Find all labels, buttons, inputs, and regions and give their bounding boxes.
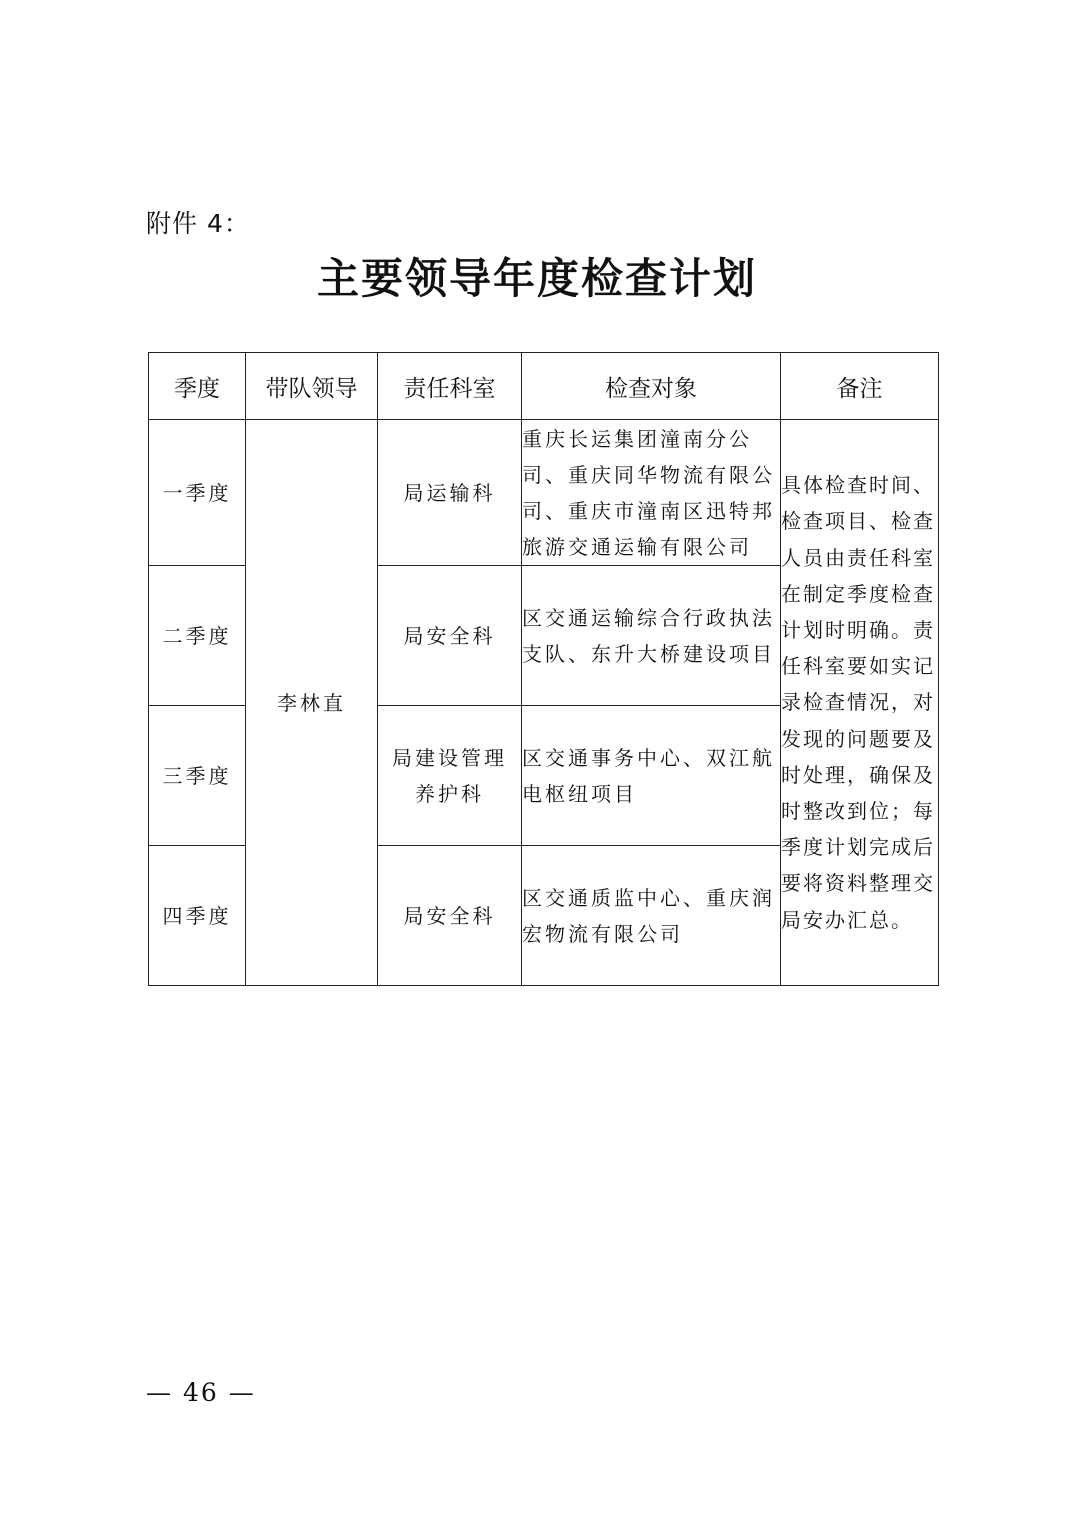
quarter-cell: 三季度	[149, 706, 246, 846]
header-note: 备注	[781, 353, 939, 420]
attachment-label: 附件 4：	[146, 209, 250, 238]
table-row	[149, 420, 939, 566]
target-cell: 区交通事务中心、双江航电枢纽项目	[522, 706, 781, 846]
header-leader: 带队领导	[246, 353, 378, 420]
header-target: 检查对象	[522, 353, 781, 420]
note-cell: 具体检查时间、检查项目、检查人员由责任科室在制定季度检查计划时明确。责任科室要如实记录检查情况，对发现的问题要及时处理，确保及时整改到位；每季度计划完成后要将资料整理交局安办汇总。	[781, 420, 939, 986]
table-header-row	[149, 353, 939, 420]
department-cell: 局安全科	[378, 846, 522, 986]
target-cell: 重庆长运集团潼南分公司、重庆同华物流有限公司、重庆市潼南区迅特邦旅游交通运输有限公司	[522, 420, 781, 566]
header-quarter: 季度	[149, 353, 246, 420]
document-title: 主要领导年度检查计划	[316, 254, 757, 303]
department-cell: 局安全科	[378, 566, 522, 706]
department-cell: 局建设管理养护科	[378, 706, 522, 846]
inspection-plan-table	[148, 352, 939, 986]
target-cell: 区交通质监中心、重庆润宏物流有限公司	[522, 846, 781, 986]
target-cell: 区交通运输综合行政执法支队、东升大桥建设项目	[522, 566, 781, 706]
quarter-cell: 四季度	[149, 846, 246, 986]
quarter-cell: 二季度	[149, 566, 246, 706]
department-cell: 局运输科	[378, 420, 522, 566]
page-number: — 46 —	[146, 1378, 256, 1407]
leader-cell: 李林直	[246, 420, 378, 986]
header-department: 责任科室	[378, 353, 522, 420]
quarter-cell: 一季度	[149, 420, 246, 566]
